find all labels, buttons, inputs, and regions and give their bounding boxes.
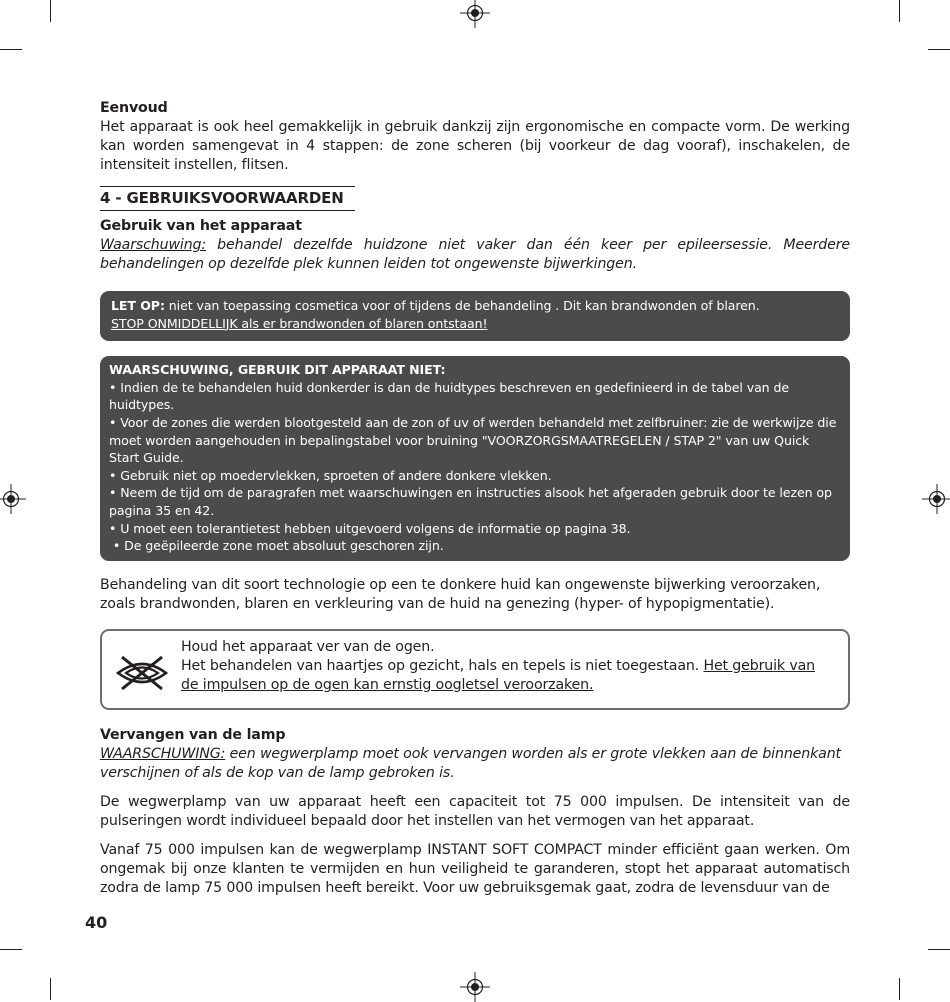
let-op-stop: STOP ONMIDDELLIJK als er brandwonden of blaren ontstaan! — [111, 315, 488, 331]
page-content — [100, 99, 850, 898]
let-op-label: LET OP: — [111, 298, 165, 313]
lamp-warning — [100, 745, 850, 783]
let-op-box — [100, 291, 850, 341]
warning-item: • Voor de zones die werden blootgesteld aan de zon of uv of werden behandeld met zelfbruiner: zie de werkwijze die moet worden aangehouden in bepalingstabel voor bruining "VOORZORGSMAATREGELEN / STAP 2" van uw Quick Start Guide. — [109, 414, 837, 466]
eye-box-line2-underlined: Het gebruik van de impulsen op de ogen kan ernstig oogletsel veroorzaken. — [181, 657, 815, 693]
registration-mark-icon — [460, 0, 490, 28]
eye-box-line2 — [181, 657, 834, 695]
lamp-paragraph-2: Vanaf 75 000 impulsen kan de wegwerplamp INSTANT SOFT COMPACT minder efficiënt gaan werken. Om ongemak bij onze klanten te vermijden en hun veiligheid te garanderen, stopt het apparaat automatisch zodra de lamp 75 000 impulsen heeft bereikt. Voor uw gebruiksgemak gaat, zodra de levensduur van de — [100, 841, 850, 896]
crop-mark — [50, 0, 51, 22]
lamp-warning-text: een wegwerplamp moet ook vervangen worden als er grote vlekken aan de binnenkant verschijnen of als de kop van de lamp gebroken is. — [100, 745, 841, 781]
lamp-title: Vervangen van de lamp — [100, 726, 286, 743]
warning-item: • Neem de tijd om de paragrafen met waarschuwingen en instructies alsook het afgeraden gebruik door te lezen op pagina 35 en 42. — [109, 485, 832, 518]
behandeling-paragraph: Behandeling van dit soort technologie op een te donkere huid kan ongewenste bijwerking veroorzaken, zoals brandwonden, blaren en verkleuring van de huid na genezing (hyper- of hypopigmentatie). — [100, 576, 821, 612]
gebruik-warning — [100, 236, 850, 274]
registration-mark-icon — [922, 484, 950, 514]
section-heading: 4 - GEBRUIKSVOORWAARDEN — [100, 189, 344, 207]
eenvoud-paragraph: Het apparaat is ook heel gemakkelijk in gebruik dankzij zijn ergonomische en compacte vorm. De werking kan worden samengevat in 4 stappen: de zone scheren (bij voorkeur de dag vooraf), inschakelen, de intensiteit instellen, flitsen. — [100, 119, 850, 173]
page-number: 40 — [85, 913, 108, 932]
crop-mark — [899, 978, 900, 1000]
warning-item: • Indien de te behandelen huid donkerder is dan de huidtypes beschreven en gedefinieerd in de tabel van de huidtypes. — [109, 379, 790, 413]
registration-mark-icon — [460, 972, 490, 1002]
eye-warning-box — [100, 629, 850, 710]
no-eyes-icon — [114, 652, 170, 694]
lamp-warning-label: WAARSCHUWING: — [100, 745, 226, 762]
eye-box-line1: Houd het apparaat ver van de ogen. — [181, 638, 435, 655]
crop-mark — [50, 978, 51, 1000]
let-op-line — [111, 297, 839, 315]
warning-item: • U moet een tolerantietest hebben uitgevoerd volgens de informatie op pagina 38. — [109, 520, 631, 536]
section-title-eenvoud: Eenvoud — [100, 100, 168, 116]
gebruik-warning-text: behandel dezelfde huidzone niet vaker dan één keer per epileersessie. Meerdere behandelingen op dezelfde plek kunnen leiden tot ongewenste bijwerkingen. — [100, 237, 850, 272]
crop-mark — [0, 49, 22, 50]
registration-mark-icon — [0, 484, 26, 514]
warning-item: • De geëpileerde zone moet absoluut geschoren zijn. — [109, 538, 444, 554]
warning-box — [100, 356, 850, 561]
section-heading-box — [100, 186, 355, 211]
warning-item: • Gebruik niet op moedervlekken, sproeten of andere donkere vlekken. — [109, 467, 552, 483]
let-op-text: niet van toepassing cosmetica voor of tijdens de behandeling . Dit kan brandwonden of blaren. — [164, 298, 760, 313]
crop-mark — [899, 0, 900, 22]
lamp-paragraph-1: De wegwerplamp van uw apparaat heeft een capaciteit tot 75 000 impulsen. De intensiteit van de pulseringen wordt individueel bepaald door het instellen van het vermogen van het apparaat. — [100, 793, 850, 829]
crop-mark — [0, 949, 22, 950]
gebruik-title: Gebruik van het apparaat — [100, 218, 302, 234]
crop-mark — [928, 49, 950, 50]
warning-box-title: WAARSCHUWING, GEBRUIK DIT APPARAAT NIET: — [109, 362, 446, 378]
crop-mark — [928, 949, 950, 950]
eye-box-line2-text: Het behandelen van haartjes op gezicht, hals en tepels is niet toegestaan. — [181, 657, 704, 674]
gebruik-warning-label: Waarschuwing: — [100, 237, 207, 253]
